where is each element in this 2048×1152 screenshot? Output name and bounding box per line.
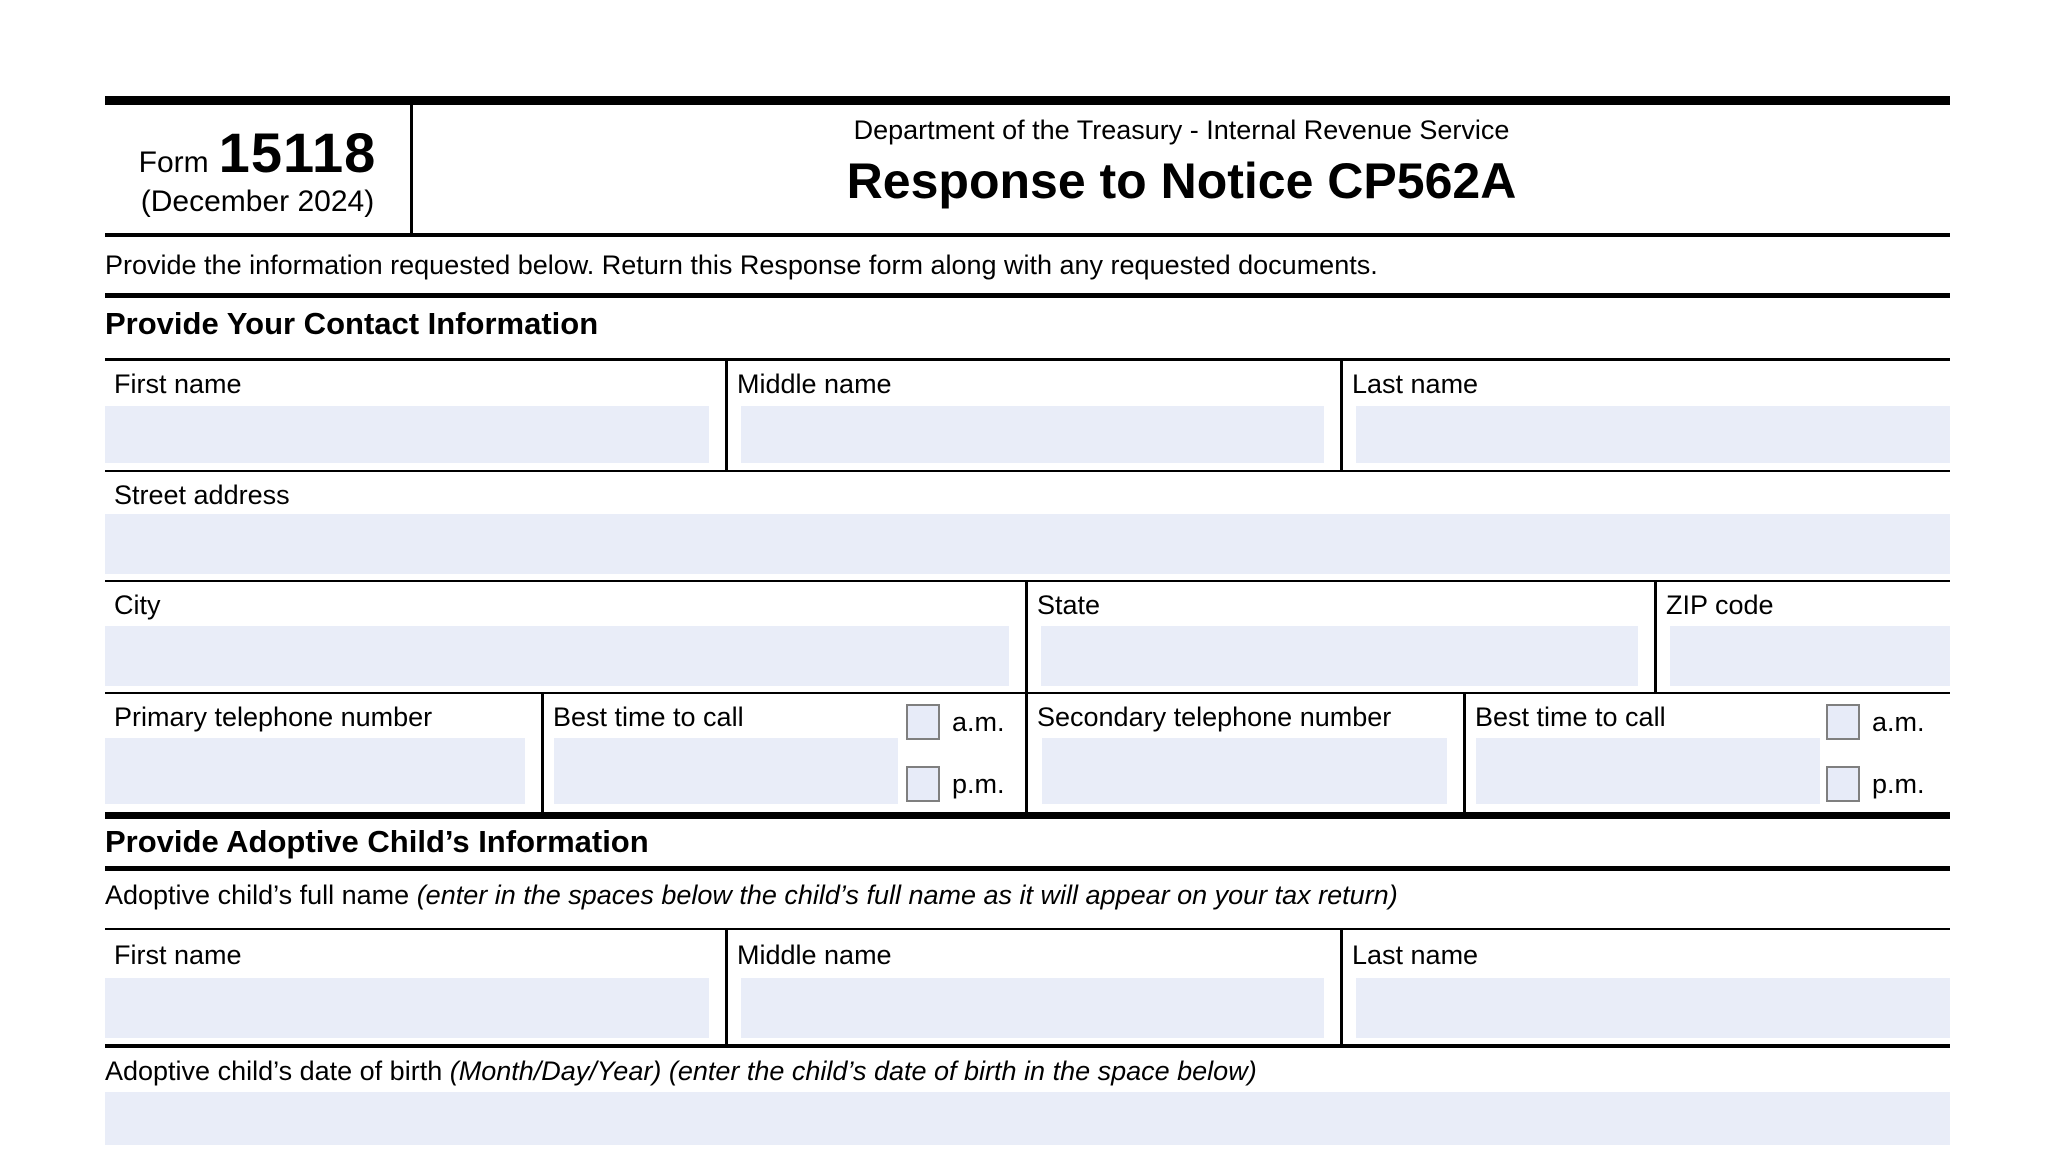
child-middle-name-cell bbox=[725, 930, 1340, 1044]
child-last-name-label: Last name bbox=[1352, 940, 1479, 970]
contact-section-heading: Provide Your Contact Information bbox=[105, 306, 599, 341]
first-name-label: First name bbox=[114, 369, 242, 399]
child-dob-instruction bbox=[105, 1056, 1257, 1087]
section-rule bbox=[105, 293, 1950, 298]
zip-cell bbox=[1654, 582, 1950, 692]
city-state-zip-row bbox=[105, 580, 1950, 692]
primary-pm-label: p.m. bbox=[952, 769, 1005, 799]
child-middle-name-input[interactable] bbox=[741, 978, 1324, 1038]
secondary-best-time-label: Best time to call bbox=[1475, 702, 1666, 732]
child-full-name-instruction bbox=[105, 880, 1398, 911]
primary-best-time-cell bbox=[541, 694, 1025, 812]
top-rule bbox=[105, 96, 1950, 105]
child-section-rule bbox=[105, 866, 1950, 871]
child-first-name-cell bbox=[105, 930, 725, 1044]
secondary-phone-cell bbox=[1025, 694, 1463, 812]
primary-best-time-label: Best time to call bbox=[553, 702, 744, 732]
child-middle-name-label: Middle name bbox=[737, 940, 892, 970]
primary-phone-input[interactable] bbox=[105, 738, 525, 804]
contact-middle-name-cell bbox=[725, 361, 1340, 470]
child-dob-format-hint: (Month/Day/Year) bbox=[449, 1056, 662, 1086]
secondary-am-checkbox[interactable] bbox=[1826, 704, 1860, 740]
middle-name-label: Middle name bbox=[737, 369, 892, 399]
secondary-am-label: a.m. bbox=[1872, 707, 1925, 737]
child-dob-input[interactable] bbox=[105, 1092, 1950, 1145]
telephone-row bbox=[105, 692, 1950, 812]
zip-input[interactable] bbox=[1670, 626, 1950, 686]
primary-am-checkbox[interactable] bbox=[906, 704, 940, 740]
city-label: City bbox=[114, 590, 161, 620]
secondary-pm-checkbox[interactable] bbox=[1826, 766, 1860, 802]
secondary-phone-input[interactable] bbox=[1042, 738, 1447, 804]
primary-pm-checkbox[interactable] bbox=[906, 766, 940, 802]
primary-am-label: a.m. bbox=[952, 707, 1005, 737]
form-number: 15118 bbox=[218, 120, 377, 184]
street-address-cell bbox=[105, 472, 1950, 580]
child-last-name-cell bbox=[1340, 930, 1950, 1044]
form-word: Form bbox=[138, 145, 209, 179]
city-cell bbox=[105, 582, 1025, 692]
child-full-name-label: Adoptive child’s full name bbox=[105, 880, 410, 910]
child-full-name-hint: (enter in the spaces below the child’s full name as it will appear on your tax return) bbox=[416, 880, 1398, 910]
city-input[interactable] bbox=[105, 626, 1009, 686]
form-header bbox=[105, 105, 1950, 237]
last-name-label: Last name bbox=[1352, 369, 1479, 399]
secondary-best-time-input[interactable] bbox=[1476, 738, 1820, 804]
child-name-row-bottom-rule bbox=[105, 1044, 1950, 1048]
secondary-pm-label: p.m. bbox=[1872, 769, 1925, 799]
state-cell bbox=[1025, 582, 1654, 692]
child-section-heading: Provide Adoptive Child’s Information bbox=[105, 824, 649, 859]
secondary-phone-label: Secondary telephone number bbox=[1037, 702, 1392, 732]
contact-section-bottom-rule bbox=[105, 812, 1950, 819]
contact-first-name-cell bbox=[105, 361, 725, 470]
primary-phone-cell bbox=[105, 694, 541, 812]
street-address-label: Street address bbox=[114, 480, 290, 510]
state-label: State bbox=[1037, 590, 1101, 620]
street-address-row bbox=[105, 470, 1950, 580]
child-first-name-input[interactable] bbox=[105, 978, 709, 1038]
intro-instruction: Provide the information requested below. Return this Response form along with any requested documents. bbox=[105, 250, 1378, 280]
contact-last-name-cell bbox=[1340, 361, 1950, 470]
child-dob-label: Adoptive child’s date of birth bbox=[105, 1056, 443, 1086]
form-number-block bbox=[105, 105, 413, 233]
child-first-name-label: First name bbox=[114, 940, 242, 970]
form-title-block bbox=[413, 105, 1950, 233]
contact-middle-name-input[interactable] bbox=[741, 406, 1324, 463]
contact-first-name-input[interactable] bbox=[105, 406, 709, 463]
contact-name-row bbox=[105, 358, 1950, 470]
zip-label: ZIP code bbox=[1666, 590, 1774, 620]
primary-phone-label: Primary telephone number bbox=[114, 702, 433, 732]
state-input[interactable] bbox=[1041, 626, 1638, 686]
primary-best-time-input[interactable] bbox=[554, 738, 898, 804]
form-revision-date: (December 2024) bbox=[140, 184, 375, 218]
form-title: Response to Notice CP562A bbox=[846, 153, 1517, 209]
child-dob-entry-hint: (enter the child’s date of birth in the space below) bbox=[668, 1056, 1257, 1086]
secondary-best-time-cell bbox=[1463, 694, 1950, 812]
child-last-name-input[interactable] bbox=[1356, 978, 1950, 1038]
street-address-input[interactable] bbox=[105, 514, 1950, 574]
contact-last-name-input[interactable] bbox=[1356, 406, 1950, 463]
agency-line: Department of the Treasury - Internal Revenue Service bbox=[853, 115, 1510, 145]
child-name-row bbox=[105, 928, 1950, 1044]
